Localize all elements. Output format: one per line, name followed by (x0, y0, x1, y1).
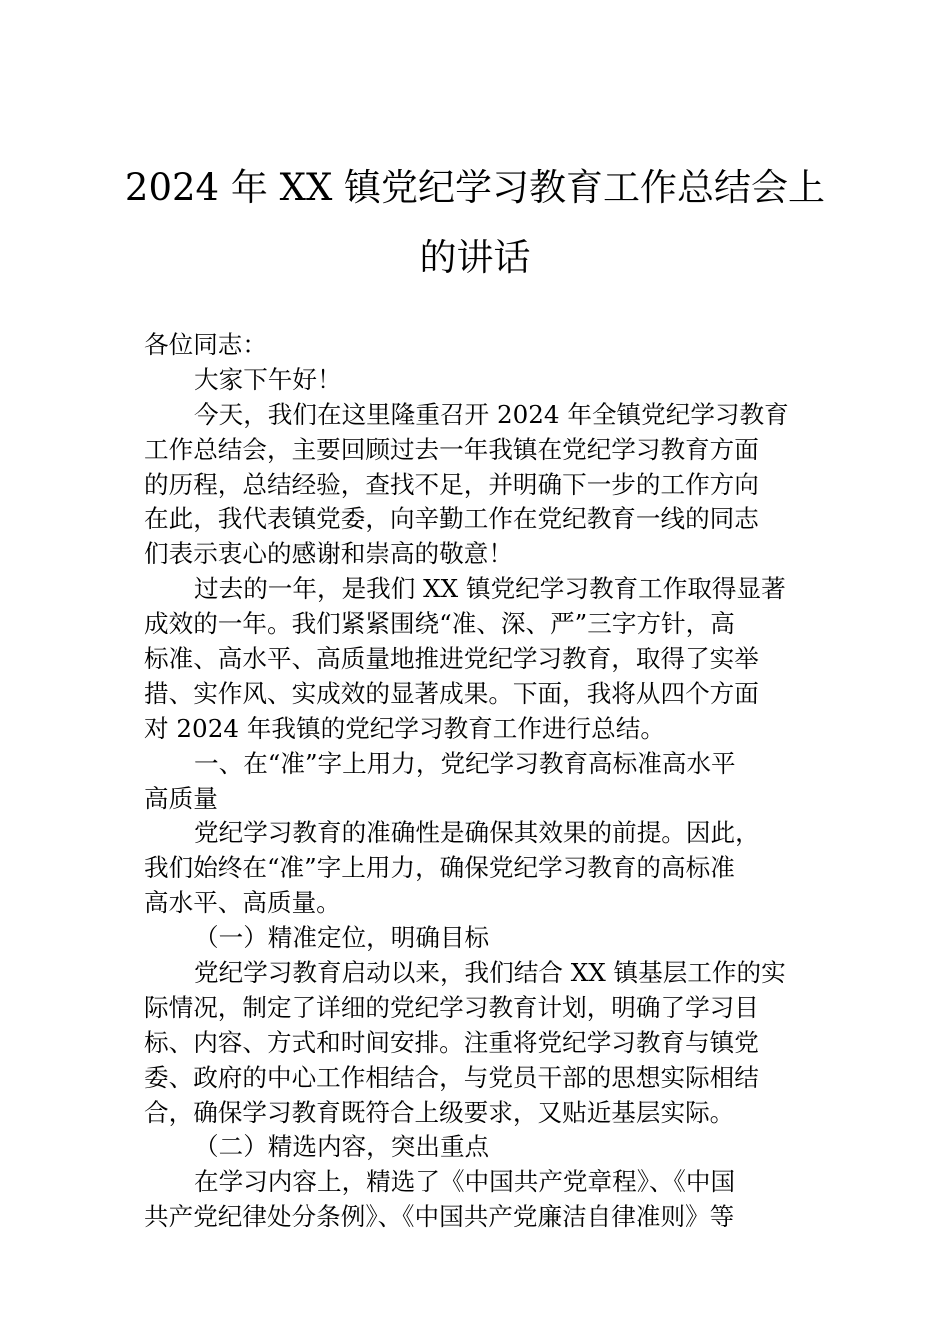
body-text-line: 措、实作风、实成效的显著成果。下面，我将从四个方面 (144, 678, 759, 708)
body-text-line: 成效的一年。我们紧紧围绕“准、深、严”三字方针，高 (144, 609, 735, 639)
body-text-line: 我们始终在“准”字上用力，确保党纪学习教育的高标准 (144, 853, 735, 883)
body-text-line: 委、政府的中心工作相结合，与党员干部的思想实际相结 (144, 1062, 759, 1092)
body-text-line: 在此，我代表镇党委，向辛勤工作在党纪教育一线的同志 (144, 504, 759, 534)
body-text-line: 各位同志： (144, 330, 267, 359)
document-title-line-1: 2024 年 XX 镇党纪学习教育工作总结会上 (124, 166, 826, 209)
body-text-line: 对 2024 年我镇的党纪学习教育工作进行总结。 (144, 713, 665, 743)
body-text-line: 的历程，总结经验，查找不足，并明确下一步的工作方向 (144, 469, 759, 499)
document-title-line-2: 的讲话 (419, 236, 531, 279)
body-text-line: 高质量 (144, 783, 218, 813)
body-text-line: 党纪学习教育的准确性是确保其效果的前提。因此， (194, 818, 760, 848)
body-text-line: 党纪学习教育启动以来，我们结合 XX 镇基层工作的实 (194, 958, 786, 988)
body-text-line: 标准、高水平、高质量地推进党纪学习教育，取得了实举 (144, 644, 759, 674)
body-text-line: 过去的一年，是我们 XX 镇党纪学习教育工作取得显著 (194, 574, 786, 604)
body-text-line: 共产党纪律处分条例》、《中国共产党廉洁自律准则》等 (144, 1202, 735, 1232)
body-text-line: 合，确保学习教育既符合上级要求，又贴近基层实际。 (144, 1097, 735, 1127)
body-text-line: 们表示衷心的感谢和崇高的敬意！ (144, 539, 513, 569)
body-text-line: 今天，我们在这里隆重召开 2024 年全镇党纪学习教育 (194, 399, 789, 429)
body-text-line: 在学习内容上，精选了《中国共产党章程》、《中国 (194, 1167, 736, 1197)
body-text-line: 际情况，制定了详细的党纪学习教育计划，明确了学习目 (144, 992, 759, 1022)
body-text-line: 标、内容、方式和时间安排。注重将党纪学习教育与镇党 (144, 1027, 759, 1057)
body-text-line: （二）精选内容，突出重点 (194, 1132, 490, 1162)
body-text-line: 一、在“准”字上用力，党纪学习教育高标准高水平 (194, 748, 736, 778)
body-text-line: 高水平、高质量。 (144, 888, 341, 918)
body-text-line: 大家下午好！ (194, 364, 342, 394)
body-text-line: （一）精准定位，明确目标 (194, 923, 490, 953)
document-body (144, 328, 814, 1235)
body-text-line: 工作总结会，主要回顾过去一年我镇在党纪学习教育方面 (144, 434, 759, 464)
